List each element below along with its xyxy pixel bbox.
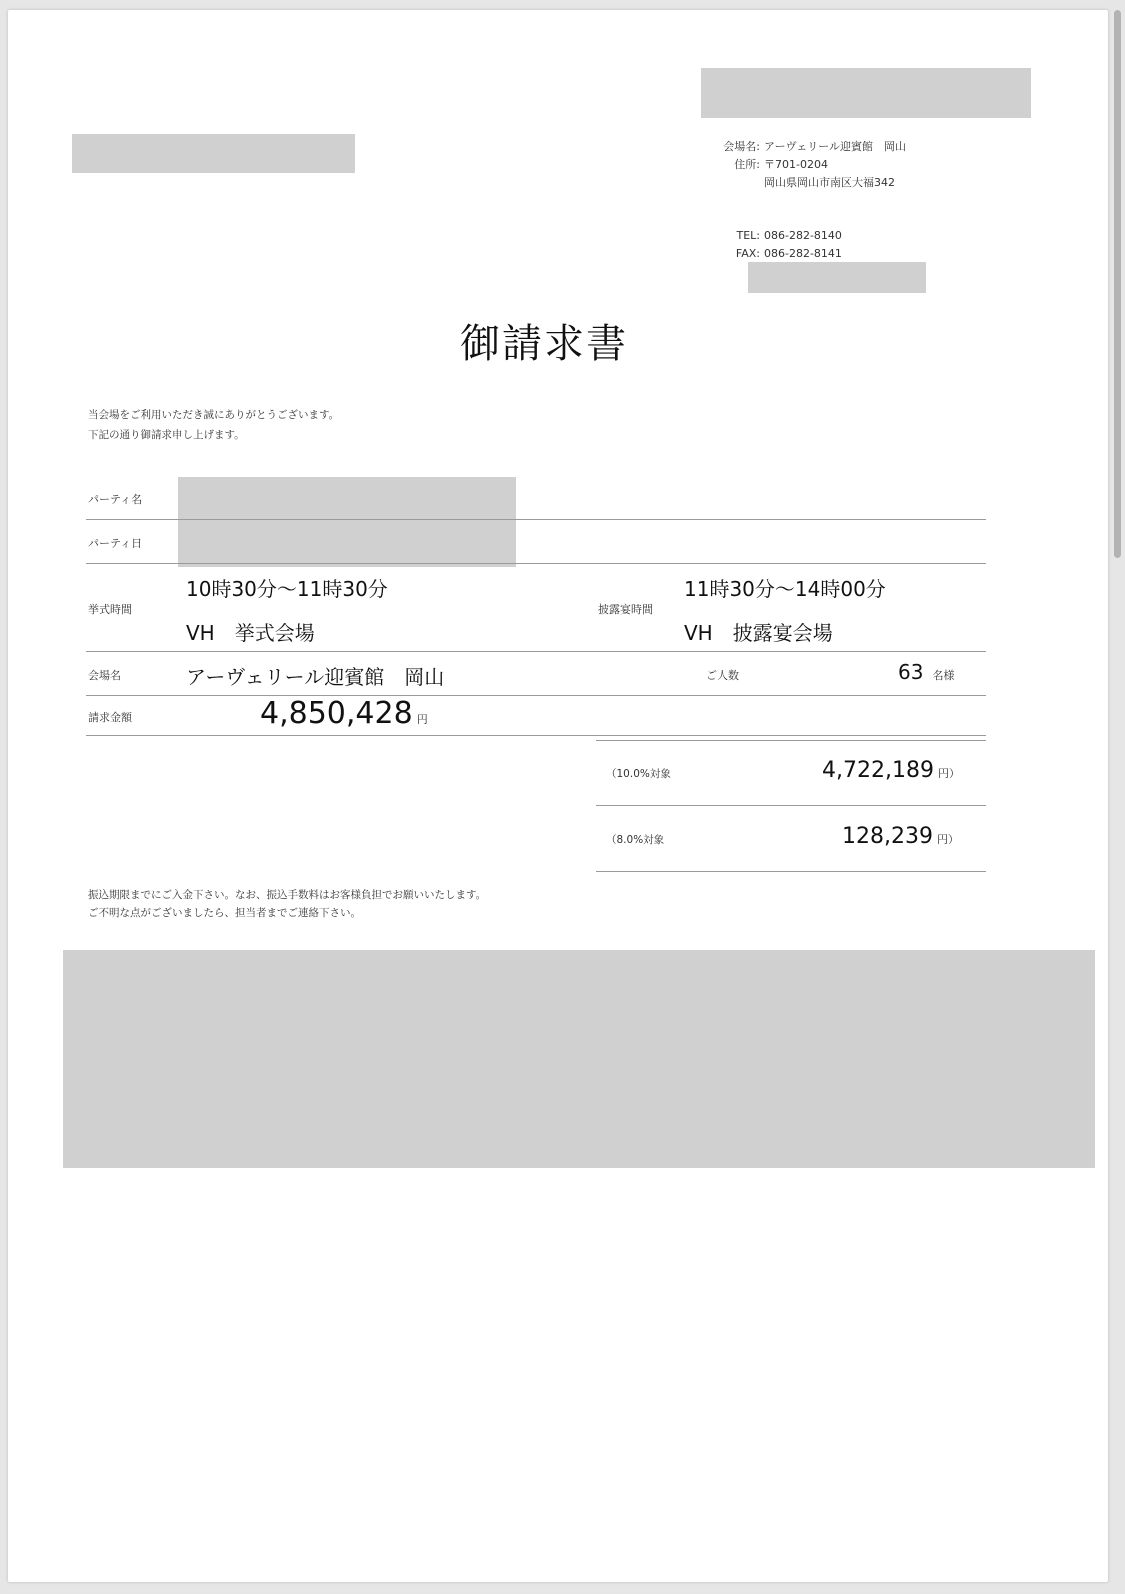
tel-number: 086-282-8140 xyxy=(764,229,842,242)
divider xyxy=(596,805,986,806)
venue-address-line xyxy=(708,174,906,192)
venue-address-row xyxy=(708,156,906,174)
reception-venue: VH 披露宴会場 xyxy=(684,621,833,645)
tax-8-amount xyxy=(842,824,959,849)
venue-name-label-row: 会場名 xyxy=(88,669,121,682)
divider xyxy=(86,519,986,520)
redacted-recipient xyxy=(72,134,355,173)
divider xyxy=(86,563,986,564)
notes-line-1: 振込期限までにご入金下さい。なお、振込手数料はお客様負担でお願いいたします。 xyxy=(88,889,487,901)
greeting-line-1: 当会場をご利用いただき誠にありがとうございます。 xyxy=(88,409,340,421)
amount-unit: 円 xyxy=(416,713,428,726)
divider xyxy=(596,871,986,872)
redacted-bank-info xyxy=(63,950,1095,1168)
fax-row xyxy=(708,245,842,263)
tax-8-unit: 円） xyxy=(936,833,959,846)
divider xyxy=(86,651,986,652)
venue-name: アーヴェリール迎賓館 岡山 xyxy=(764,140,907,153)
reception-time-label: 披露宴時間 xyxy=(598,603,653,616)
invoice-amount xyxy=(260,696,428,731)
redacted-logo xyxy=(701,68,1031,118)
amount-label: 請求金額 xyxy=(88,711,132,724)
fax-label: FAX: xyxy=(735,247,760,260)
divider xyxy=(596,740,986,741)
tax-8-label: （8.0%対象 xyxy=(606,834,665,846)
venue-name-row xyxy=(708,138,906,156)
venue-name-value: アーヴェリール迎賓館 岡山 xyxy=(186,665,445,689)
venue-phone-info xyxy=(708,227,842,263)
invoice-page xyxy=(8,10,1108,1582)
venue-info xyxy=(708,138,906,192)
tax-10-label: （10.0%対象 xyxy=(606,768,671,780)
venue-name-label: 会場名: xyxy=(723,140,760,153)
document-title: 御請求書 xyxy=(460,321,628,367)
venue-address: 岡山県岡山市南区大福342 xyxy=(764,176,895,189)
ceremony-time-label: 挙式時間 xyxy=(88,603,132,616)
tax-8-value: 128,239 xyxy=(842,824,933,849)
amount-value: 4,850,428 xyxy=(260,696,413,731)
guests-number: 63 xyxy=(898,660,924,684)
tax-10-amount xyxy=(822,758,960,783)
venue-postal: 〒701-0204 xyxy=(764,158,828,171)
redacted-contact xyxy=(748,262,926,293)
guests-count xyxy=(898,660,955,684)
scrollbar-thumb[interactable] xyxy=(1114,10,1121,558)
tel-row xyxy=(708,227,842,245)
guests-label: ご人数 xyxy=(706,669,739,682)
guests-unit: 名様 xyxy=(932,669,955,682)
divider xyxy=(86,695,986,696)
redacted-party-info xyxy=(178,477,516,567)
ceremony-time: 10時30分～11時30分 xyxy=(186,577,388,601)
tax-10-value: 4,722,189 xyxy=(822,758,934,783)
tax-10-unit: 円） xyxy=(937,767,960,780)
divider xyxy=(86,735,986,736)
greeting-line-2: 下記の通り御請求申し上げます。 xyxy=(88,429,245,441)
ceremony-venue: VH 挙式会場 xyxy=(186,621,315,645)
tel-label: TEL: xyxy=(736,229,760,242)
fax-number: 086-282-8141 xyxy=(764,247,842,260)
party-date-label: パーティ日 xyxy=(88,537,143,550)
reception-time: 11時30分～14時00分 xyxy=(684,577,886,601)
venue-address-label: 住所: xyxy=(734,158,760,171)
notes-line-2: ご不明な点がございましたら、担当者までご連絡下さい。 xyxy=(88,907,361,919)
party-name-label: パーティ名 xyxy=(88,493,143,506)
